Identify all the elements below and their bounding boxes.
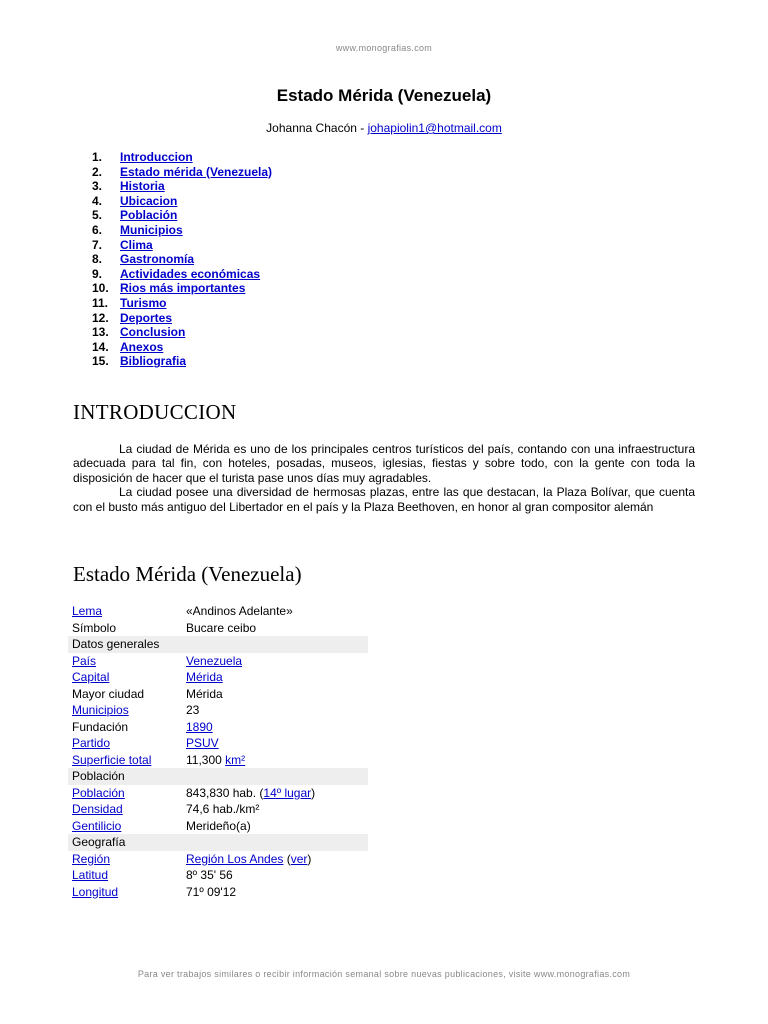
row-value-cell	[182, 603, 368, 620]
row-key-link[interactable]: Partido	[72, 736, 111, 751]
table-row	[68, 702, 368, 719]
toc-link[interactable]: Conclusion	[120, 325, 186, 340]
toc-item	[92, 281, 272, 296]
toc-number: 8.	[92, 252, 103, 267]
row-value-cell	[182, 785, 368, 802]
table-row	[68, 620, 368, 637]
table-row	[68, 801, 368, 818]
toc-link[interactable]: Anexos	[120, 339, 164, 354]
row-key-cell	[68, 686, 182, 703]
row-key-cell	[68, 818, 182, 835]
section-label: Datos generales	[68, 636, 368, 653]
intro-paragraph-2: La ciudad posee una diversidad de hermosas plazas, entre las que destacan, la Plaza Bolívar, que cuenta con el busto más antiguo del Libertador en el país y la Plaza Beethoven, en honor al gran compositor alemán	[73, 485, 695, 514]
value-text: 8º 35' 56	[186, 868, 233, 883]
toc-link[interactable]: Deportes	[120, 310, 173, 325]
section-label: Geografía	[68, 834, 368, 851]
toc-item	[92, 354, 272, 369]
toc-item	[92, 325, 272, 340]
toc-number: 15.	[92, 354, 109, 369]
table-row	[68, 785, 368, 802]
table-section-row	[68, 768, 368, 785]
row-key-link[interactable]: Longitud	[72, 884, 119, 899]
toc-number: 1.	[92, 150, 103, 164]
value-link[interactable]: 14º lugar	[263, 785, 312, 800]
value-text: 74,6 hab./km²	[186, 802, 260, 817]
toc-number: 9.	[92, 266, 103, 281]
toc-item	[92, 267, 272, 282]
row-key-link[interactable]: Latitud	[72, 868, 109, 883]
table-row	[68, 867, 368, 884]
toc-item	[92, 165, 272, 180]
table-section-row	[68, 636, 368, 653]
state-info-table	[68, 603, 368, 900]
toc-link[interactable]: Turismo	[120, 295, 167, 310]
value-text: «Andinos Adelante»	[186, 604, 293, 619]
toc-link[interactable]: Municipios	[120, 222, 183, 237]
header-url: www.monografias.com	[335, 43, 433, 53]
row-key: Fundación	[72, 719, 129, 734]
estado-heading: Estado Mérida (Venezuela)	[73, 562, 302, 586]
row-key-link[interactable]: Densidad	[72, 802, 123, 817]
row-value-cell	[182, 702, 368, 719]
author-email-link[interactable]: johapiolin1@hotmail.com	[367, 121, 502, 135]
row-key-link[interactable]: Municipios	[72, 703, 129, 718]
toc-number: 4.	[92, 193, 103, 208]
row-value-cell	[182, 851, 368, 868]
toc-link[interactable]: Rios más importantes	[120, 281, 246, 296]
toc-link[interactable]: Población	[120, 208, 178, 223]
value-text: (	[283, 851, 291, 866]
table-row	[68, 686, 368, 703]
row-key-cell	[68, 735, 182, 752]
toc-link[interactable]: Clima	[120, 237, 153, 252]
toc-number: 2.	[92, 164, 103, 179]
value-text: 11,300	[186, 752, 226, 767]
row-key-link[interactable]: País	[72, 653, 97, 668]
toc-item	[92, 223, 272, 238]
toc-item	[92, 179, 272, 194]
row-key: Símbolo	[72, 620, 117, 635]
value-link[interactable]: 1890	[186, 719, 213, 734]
toc-link[interactable]: Bibliografia	[120, 354, 187, 369]
row-key-cell	[68, 653, 182, 670]
row-value-cell	[182, 867, 368, 884]
table-row	[68, 884, 368, 901]
table-row	[68, 719, 368, 736]
row-key-cell	[68, 851, 182, 868]
row-key-link[interactable]: Gentilicio	[72, 818, 122, 833]
row-key-cell	[68, 603, 182, 620]
toc-number: 11.	[92, 295, 109, 310]
row-key-cell	[68, 719, 182, 736]
row-key-cell	[68, 702, 182, 719]
table-of-contents	[92, 150, 272, 369]
row-key-cell	[68, 785, 182, 802]
toc-link[interactable]: Estado mérida (Venezuela)	[120, 164, 273, 179]
table-row	[68, 818, 368, 835]
row-key-link[interactable]: Lema	[72, 604, 103, 619]
row-value-cell	[182, 686, 368, 703]
value-text: Mérida	[186, 686, 223, 701]
toc-number: 14.	[92, 339, 109, 354]
table-row	[68, 669, 368, 686]
toc-link[interactable]: Gastronomía	[120, 252, 195, 267]
row-key-cell	[68, 801, 182, 818]
introduction-heading: INTRODUCCION	[73, 400, 237, 424]
row-value-cell	[182, 735, 368, 752]
row-value-cell	[182, 884, 368, 901]
row-key: Mayor ciudad	[72, 686, 145, 701]
value-text: Merideño(a)	[186, 818, 251, 833]
toc-number: 3.	[92, 179, 103, 194]
value-link[interactable]: Mérida	[186, 670, 223, 685]
value-link[interactable]: ver	[290, 851, 308, 866]
row-key-cell	[68, 669, 182, 686]
table-row	[68, 851, 368, 868]
value-text: 71º 09'12	[186, 884, 237, 899]
toc-link[interactable]: Actividades económicas	[120, 266, 261, 281]
toc-number: 10.	[92, 281, 109, 296]
row-key-link[interactable]: Capital	[72, 670, 110, 685]
toc-number: 7.	[92, 237, 103, 252]
table-row	[68, 603, 368, 620]
footer-text: Para ver trabajos similares o recibir información semanal sobre nuevas publicaciones, visite www.monografias.com	[137, 969, 631, 979]
toc-link[interactable]: Historia	[120, 179, 165, 194]
row-value-cell	[182, 620, 368, 637]
toc-item	[92, 340, 272, 355]
toc-item	[92, 311, 272, 326]
row-key-cell	[68, 620, 182, 637]
value-link[interactable]: Venezuela	[186, 653, 243, 668]
row-value-cell	[182, 653, 368, 670]
value-link[interactable]: km²	[225, 752, 246, 767]
row-value-cell	[182, 818, 368, 835]
introduction-text	[73, 442, 695, 514]
table-row	[68, 752, 368, 769]
row-key-link[interactable]: Superficie total	[72, 752, 152, 767]
row-key-cell	[68, 884, 182, 901]
row-value-cell	[182, 752, 368, 769]
toc-number: 13.	[92, 325, 109, 340]
author-line	[0, 121, 768, 135]
row-value-cell	[182, 801, 368, 818]
table-row	[68, 653, 368, 670]
toc-link[interactable]: Introduccion	[120, 150, 193, 164]
value-link[interactable]: PSUV	[186, 736, 219, 751]
value-text: )	[311, 785, 316, 800]
row-value-cell	[182, 669, 368, 686]
value-text: )	[307, 851, 312, 866]
row-key-link[interactable]: Región	[72, 851, 111, 866]
value-text: 843,830 hab. (	[186, 785, 264, 800]
table-section-row	[68, 834, 368, 851]
value-text: 23	[186, 703, 200, 718]
toc-link[interactable]: Ubicacion	[120, 193, 178, 208]
row-key-cell	[68, 752, 182, 769]
row-key-link[interactable]: Población	[72, 785, 125, 800]
toc-item	[92, 208, 272, 223]
row-key-cell	[68, 867, 182, 884]
intro-paragraph-1: La ciudad de Mérida es uno de los principales centros turísticos del país, contando con una infraestructura adecuada para tal fin, con hoteles, posadas, museos, iglesias, fiestas y sobre todo, con la gente con toda la disposición de hacer que el turista pase unos días muy agradables.	[73, 442, 695, 485]
toc-number: 6.	[92, 222, 103, 237]
table-row	[68, 735, 368, 752]
author-name: Johanna Chacón -	[266, 121, 368, 135]
toc-item	[92, 252, 272, 267]
row-value-cell	[182, 719, 368, 736]
toc-number: 12.	[92, 310, 109, 325]
toc-item	[92, 296, 272, 311]
toc-item	[92, 194, 272, 209]
value-text: Bucare ceibo	[186, 620, 257, 635]
document-title: Estado Mérida (Venezuela)	[276, 86, 492, 105]
section-label: Población	[68, 768, 368, 785]
toc-item	[92, 238, 272, 253]
toc-number: 5.	[92, 208, 103, 223]
value-link[interactable]: Región Los Andes	[186, 851, 284, 866]
toc-item	[92, 150, 272, 165]
